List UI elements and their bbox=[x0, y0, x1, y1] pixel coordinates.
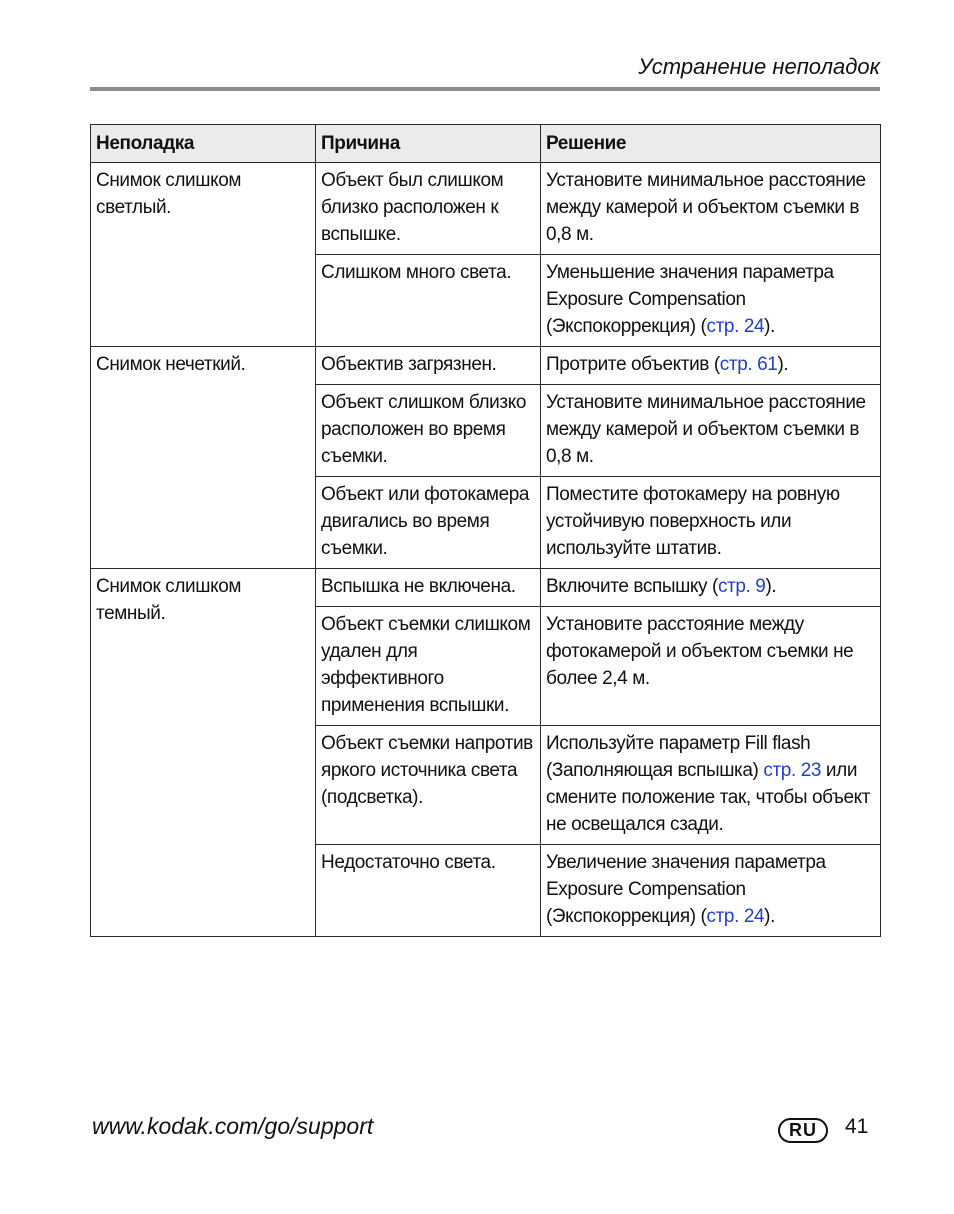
table-row bbox=[91, 347, 881, 385]
solution-text: Используйте параметр Fill flash (Заполняющая вспышка) bbox=[546, 733, 811, 781]
cause-cell: Недостаточно света. bbox=[316, 845, 541, 937]
solution-text: Включите вспышку ( bbox=[546, 576, 718, 597]
cause-cell: Объект или фотокамера двигались во время съемки. bbox=[316, 477, 541, 569]
cause-cell: Объект слишком близко расположен во время съемки. bbox=[316, 385, 541, 477]
solution-text: ). bbox=[764, 906, 775, 927]
solution-cell bbox=[541, 569, 881, 607]
cause-cell: Объект был слишком близко расположен к вспышке. bbox=[316, 163, 541, 255]
solution-text: ). bbox=[765, 576, 777, 597]
solution-text: ). bbox=[764, 316, 775, 337]
solution-text: ). bbox=[777, 354, 789, 375]
page-link[interactable]: стр. 23 bbox=[763, 760, 822, 781]
solution-cell: Установите минимальное расстояние между камерой и объектом съемки в 0,8 м. bbox=[541, 385, 881, 477]
problem-cell: Снимок нечеткий. bbox=[91, 347, 316, 569]
solution-cell: Установите расстояние между фотокамерой и объектом съемки не более 2,4 м. bbox=[541, 607, 881, 726]
cause-cell: Объект съемки слишком удален для эффективного применения вспышки. bbox=[316, 607, 541, 726]
solution-cell bbox=[541, 845, 881, 937]
page-link[interactable]: стр. 61 bbox=[719, 354, 778, 375]
page-link[interactable]: стр. 24 bbox=[706, 316, 765, 337]
language-badge: RU bbox=[778, 1118, 828, 1143]
page-link[interactable]: стр. 24 bbox=[706, 906, 765, 927]
page-number: 41 bbox=[845, 1115, 869, 1138]
troubleshooting-table bbox=[90, 124, 881, 937]
solution-text: Уменьшение значения параметра Exposure Compensation (Экспокоррекция) ( bbox=[546, 262, 834, 337]
column-header-solution: Решение bbox=[541, 125, 881, 163]
solution-text: или смените положение так, чтобы объект не освещался сзади. bbox=[546, 760, 871, 835]
table-row bbox=[91, 163, 881, 255]
problem-cell: Снимок слишком темный. bbox=[91, 569, 316, 937]
solution-cell bbox=[541, 726, 881, 845]
solution-cell bbox=[541, 347, 881, 385]
header-rule bbox=[90, 87, 880, 91]
problem-cell: Снимок слишком светлый. bbox=[91, 163, 316, 347]
cause-cell: Объект съемки напротив яркого источника света (подсветка). bbox=[316, 726, 541, 845]
solution-cell: Установите минимальное расстояние между камерой и объектом съемки в 0,8 м. bbox=[541, 163, 881, 255]
column-header-problem: Неполадка bbox=[91, 125, 316, 163]
cause-cell: Вспышка не включена. bbox=[316, 569, 541, 607]
cause-cell: Слишком много света. bbox=[316, 255, 541, 347]
solution-text: Протрите объектив ( bbox=[546, 354, 720, 375]
cause-cell: Объектив загрязнен. bbox=[316, 347, 541, 385]
page-link[interactable]: стр. 9 bbox=[717, 576, 766, 597]
solution-cell: Поместите фотокамеру на ровную устойчивую поверхность или используйте штатив. bbox=[541, 477, 881, 569]
table-row bbox=[91, 569, 881, 607]
solution-cell bbox=[541, 255, 881, 347]
table-header-row bbox=[91, 125, 881, 163]
page-header-title: Устранение неполадок bbox=[638, 54, 880, 79]
column-header-cause: Причина bbox=[316, 125, 541, 163]
solution-text: Увеличение значения параметра Exposure Compensation (Экспокоррекция) ( bbox=[546, 852, 826, 927]
support-url-link[interactable]: www.kodak.com/go/support bbox=[92, 1113, 374, 1139]
